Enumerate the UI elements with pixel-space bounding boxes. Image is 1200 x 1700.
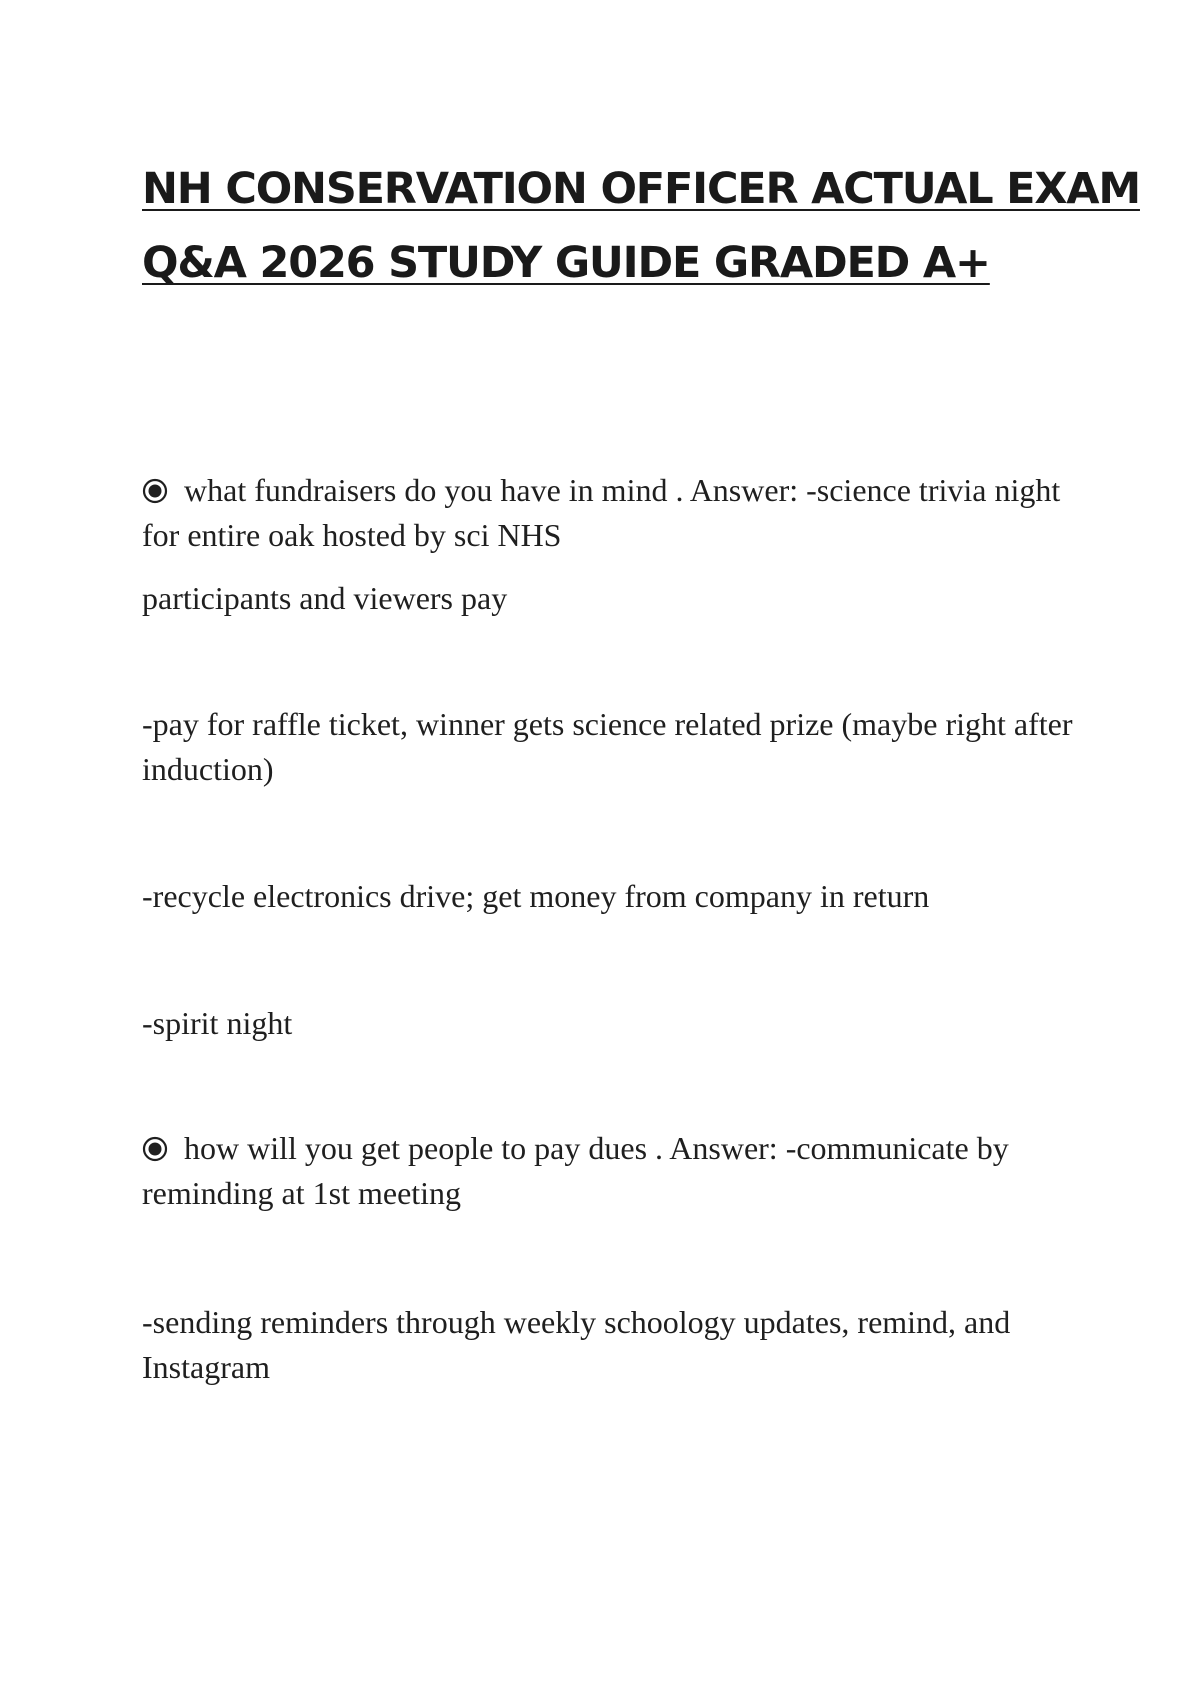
answer-line: participants and viewers pay xyxy=(142,580,508,616)
title-line-2: Q&A 2026 STUDY GUIDE GRADED A+ xyxy=(142,238,990,288)
answer-line: -sending reminders through weekly schoology updates, remind, and Instagram xyxy=(142,1304,1011,1385)
question-1 xyxy=(142,468,1082,558)
answer-line: -recycle electronics drive; get money from company in return xyxy=(142,878,930,914)
question-2 xyxy=(142,1126,1082,1216)
radio-bullet-icon xyxy=(142,472,184,508)
title-line-1: NH CONSERVATION OFFICER ACTUAL EXAM xyxy=(142,164,1140,214)
answer-line: -spirit night xyxy=(142,1005,293,1041)
answer-line: -pay for raffle ticket, winner gets science related prize (maybe right after induction) xyxy=(142,706,1073,787)
radio-bullet-icon xyxy=(142,1130,184,1166)
question-1-text: what fundraisers do you have in mind . Answer: -science trivia night xyxy=(184,472,1061,508)
question-2-text: how will you get people to pay dues . Answer: -communicate by xyxy=(184,1130,1009,1166)
question-2-continuation: reminding at 1st meeting xyxy=(142,1175,462,1211)
question-1-continuation: for entire oak hosted by sci NHS xyxy=(142,517,562,553)
document-title xyxy=(142,152,1140,300)
